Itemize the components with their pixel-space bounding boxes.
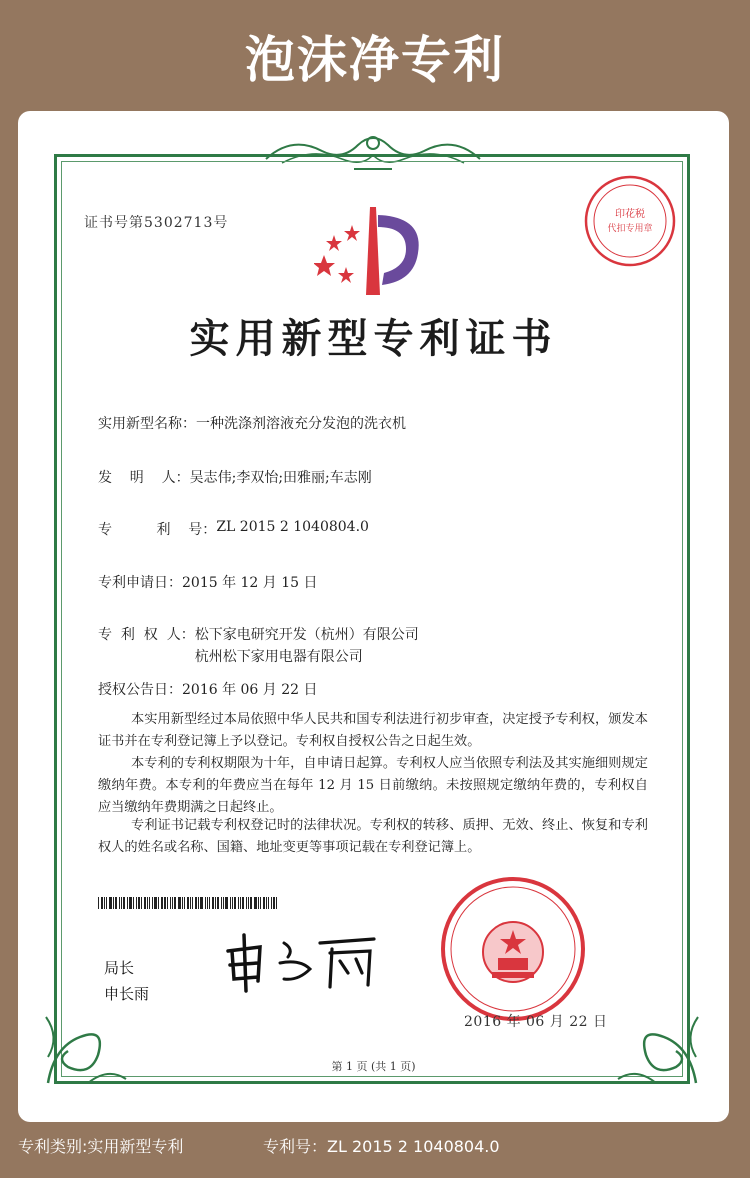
field-patentee xyxy=(98,624,419,668)
barcode-stripe xyxy=(98,897,99,909)
page-number: 第 1 页 (共 1 页) xyxy=(331,1060,416,1073)
field-label: 实用新型名称： xyxy=(98,416,196,432)
page-header xyxy=(0,0,750,112)
barcode-stripe xyxy=(133,897,134,909)
field-application-date xyxy=(98,572,318,592)
barcode-stripe xyxy=(104,897,105,909)
field-utility-name xyxy=(98,413,406,433)
certificate-title: 实用新型专利证书 xyxy=(189,315,558,362)
page-title: 泡沫净专利 xyxy=(245,31,505,89)
barcode-stripe xyxy=(221,897,222,909)
barcode-stripe xyxy=(174,897,176,909)
barcode-stripe xyxy=(184,897,185,909)
field-label: 授权公告日： xyxy=(98,682,182,698)
barcode-stripe xyxy=(182,897,183,909)
barcode-stripe xyxy=(263,897,265,909)
barcode-stripe xyxy=(215,897,216,909)
barcode-stripe xyxy=(152,897,153,909)
field-value: 杭州松下家用电器有限公司 xyxy=(194,649,363,665)
certificate-image xyxy=(18,111,729,1122)
barcode-stripe xyxy=(223,897,224,909)
barcode-stripe xyxy=(200,897,203,909)
certificate-number: 证书号第5302713号 xyxy=(84,215,229,231)
svg-text:印花税: 印花税 xyxy=(615,209,645,220)
barcode xyxy=(98,897,279,909)
barcode-stripe xyxy=(161,897,163,909)
barcode-stripe xyxy=(198,897,199,909)
field-value: 松下家电研究开发（杭州）有限公司 xyxy=(194,627,419,643)
barcode-stripe xyxy=(129,897,132,909)
field-label: 发 明 人： xyxy=(98,470,190,486)
field-value: 一种洗涤剂溶液充分发泡的洗衣机 xyxy=(196,416,406,432)
barcode-stripe xyxy=(248,897,249,909)
barcode-stripe xyxy=(164,897,166,909)
bottom-info-bar xyxy=(0,1122,750,1178)
barcode-stripe xyxy=(225,897,228,909)
barcode-stripe xyxy=(187,897,189,909)
certificate-paragraph: 本专利的专利权期限为十年，自申请日起算。专利权人应当依照专利法及其实施细则规定缴纳年费。本专利的年费应当在每年 12 月 15 日前缴纳。未按照规定缴纳年费的，专利权自应当缴纳年费期满之日起终止。 xyxy=(98,756,648,815)
barcode-stripe xyxy=(119,897,120,909)
signatory-title: 局长 xyxy=(104,959,135,977)
barcode-stripe xyxy=(238,897,239,909)
patent-office-emblem-icon xyxy=(314,203,434,299)
certificate-paragraph: 本实用新型经过本局依照中华人民共和国专利法进行初步审查，决定授予专利权，颁发本证书并在专利登记簿上予以登记。专利权自授权公告之日起生效。 xyxy=(98,712,648,749)
barcode-stripe xyxy=(190,897,191,909)
barcode-stripe xyxy=(101,897,103,909)
signatory-name: 申长雨 xyxy=(104,985,150,1003)
barcode-stripe xyxy=(149,897,150,909)
field-grant-date xyxy=(98,679,318,699)
barcode-stripe xyxy=(258,897,259,909)
barcode-stripe xyxy=(158,897,159,909)
barcode-stripe xyxy=(207,897,208,909)
barcode-stripe xyxy=(240,897,241,909)
barcode-stripe xyxy=(141,897,142,909)
barcode-stripe xyxy=(271,897,272,909)
barcode-stripe xyxy=(127,897,128,909)
barcode-stripe xyxy=(192,897,193,909)
issue-date: 2016 年 06 月 22 日 xyxy=(464,1014,608,1030)
barcode-stripe xyxy=(147,897,148,909)
barcode-stripe xyxy=(205,897,206,909)
barcode-stripe xyxy=(170,897,171,909)
field-label: 专利申请日： xyxy=(98,575,182,591)
barcode-stripe xyxy=(106,897,107,909)
barcode-stripe xyxy=(234,897,236,909)
barcode-stripe xyxy=(246,897,247,909)
field-value: ZL 2015 2 1040804.0 xyxy=(216,519,369,535)
barcode-stripe xyxy=(276,897,277,909)
barcode-stripe xyxy=(232,897,233,909)
barcode-stripe xyxy=(268,897,269,909)
barcode-stripe xyxy=(121,897,122,909)
barcode-stripe xyxy=(144,897,146,909)
tax-stamp-seal xyxy=(582,173,678,269)
corner-ornament-left xyxy=(38,1007,130,1089)
barcode-stripe xyxy=(115,897,117,909)
patent-category: 专利类别:实用新型专利 xyxy=(18,1137,184,1156)
field-value: 2016 年 06 月 22 日 xyxy=(182,682,318,698)
barcode-stripe xyxy=(242,897,244,909)
barcode-stripe xyxy=(266,897,267,909)
barcode-stripe xyxy=(178,897,181,909)
handwritten-signature xyxy=(214,929,384,993)
field-value: 2015 年 12 月 15 日 xyxy=(182,575,318,591)
barcode-stripe xyxy=(195,897,197,909)
field-value: 吴志伟;李双怡;田雅丽;车志刚 xyxy=(189,470,372,486)
barcode-stripe xyxy=(217,897,219,909)
barcode-stripe xyxy=(109,897,112,909)
barcode-stripe xyxy=(123,897,125,909)
barcode-stripe xyxy=(212,897,214,909)
barcode-stripe xyxy=(250,897,252,909)
corner-ornament-right xyxy=(614,1007,706,1089)
svg-text:代扣专用章: 代扣专用章 xyxy=(607,224,653,234)
field-label: 专 利 权 人： xyxy=(98,627,195,643)
barcode-stripe xyxy=(230,897,231,909)
barcode-stripe xyxy=(254,897,257,909)
barcode-stripe xyxy=(273,897,275,909)
barcode-stripe xyxy=(209,897,210,909)
certificate-paragraph: 专利证书记载专利权登记时的法律状况。专利权的转移、质押、无效、终止、恢复和专利权人的姓名或名称、国籍、地址变更等事项记载在专利登记簿上。 xyxy=(98,818,648,855)
field-inventors xyxy=(98,467,372,487)
official-seal xyxy=(440,876,586,1022)
barcode-stripe xyxy=(154,897,157,909)
barcode-stripe xyxy=(113,897,114,909)
barcode-stripe xyxy=(136,897,137,909)
patent-number: 专利号：ZL 2015 2 1040804.0 xyxy=(263,1137,500,1156)
barcode-stripe xyxy=(172,897,173,909)
barcode-stripe xyxy=(138,897,140,909)
field-label: 专 利 号： xyxy=(98,522,217,538)
field-patent-number xyxy=(98,519,369,539)
barcode-stripe xyxy=(260,897,261,909)
barcode-stripe xyxy=(167,897,168,909)
